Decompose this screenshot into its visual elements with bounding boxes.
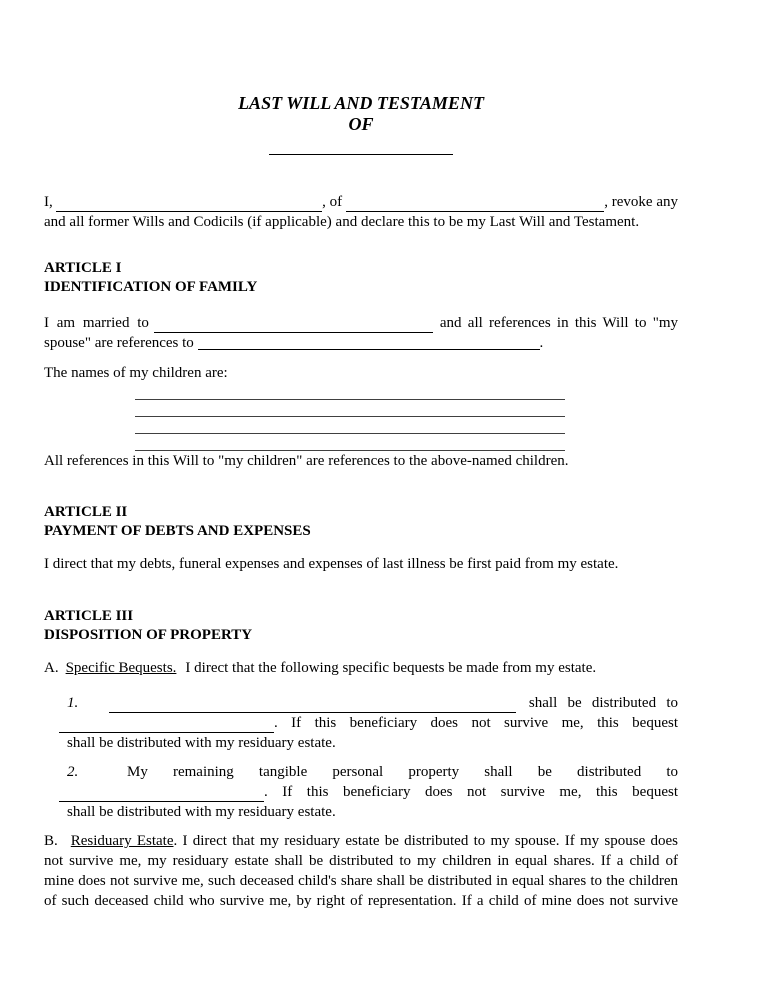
opening-text-revoke: , revoke any — [604, 194, 678, 210]
item-2-line-2 — [59, 782, 678, 802]
article-3-number: ARTICLE III — [44, 608, 134, 624]
blank-spouse-name[interactable] — [154, 316, 433, 333]
article-2-number: ARTICLE II — [44, 504, 128, 520]
debts-paragraph: I direct that my debts, funeral expenses and expenses of last illness be first paid from my estate. — [44, 556, 619, 572]
article-2-title: PAYMENT OF DEBTS AND EXPENSES — [44, 523, 311, 539]
item-2-line-3: shall be distributed with my residuary estate. — [67, 804, 336, 820]
article-1-number: ARTICLE I — [44, 260, 122, 276]
section-a-label: A. — [44, 660, 59, 676]
section-a-title: Specific Bequests. — [65, 660, 177, 676]
item-2-line-1-text: My remaining tangible personal property shall be distributed to — [127, 764, 678, 780]
bequest-item-1 — [67, 693, 678, 753]
section-b-title: Residuary Estate — [70, 833, 174, 849]
blank-beneficiary-name-1[interactable] — [59, 716, 274, 733]
section-b-line-2: not survive me, my residuary estate shall be distributed to my children in equal shares. If a child of — [44, 853, 678, 869]
blank-bequest-description[interactable] — [109, 696, 516, 713]
children-note: All references in this Will to "my children" are references to the above-named children. — [44, 453, 569, 469]
article-1-heading — [44, 259, 678, 297]
blank-testator-residence[interactable] — [346, 195, 604, 212]
section-b-line-1 — [44, 831, 678, 851]
blank-testator-name-title[interactable] — [269, 154, 453, 155]
article-2-heading — [44, 503, 678, 541]
article-1-title: IDENTIFICATION OF FAMILY — [44, 279, 258, 295]
opening-paragraph — [44, 192, 678, 232]
children-intro: The names of my children are: — [44, 365, 228, 381]
section-b-label: B. — [44, 833, 58, 849]
article-3 — [44, 607, 678, 911]
blank-child-name-4[interactable] — [135, 434, 565, 451]
blank-child-name-2[interactable] — [135, 400, 565, 417]
item-2-number: 2. — [67, 764, 79, 780]
document-title-of: OF — [348, 114, 374, 134]
opening-text-of: , of — [322, 194, 343, 210]
bequest-item-2 — [67, 762, 678, 822]
married-line-2 — [44, 333, 678, 353]
section-b-line-3: mine does not survive me, such deceased child's share shall be distributed in equal shares to the children — [44, 873, 678, 889]
item-1-number: 1. — [67, 695, 79, 711]
document-title-block — [44, 93, 678, 155]
blank-child-name-1[interactable] — [135, 383, 565, 400]
item-1-line-2-text: . If this beneficiary does not survive me, this bequest — [274, 715, 678, 731]
children-name-lines — [44, 383, 678, 451]
section-b-paragraph — [44, 831, 678, 911]
section-a-text: I direct that the following specific bequests be made from my estate. — [185, 660, 597, 676]
blank-testator-name[interactable] — [56, 195, 322, 212]
spouse-period: . — [539, 335, 544, 351]
document-title: LAST WILL AND TESTAMENT — [238, 93, 484, 113]
item-1-shall-text: shall be distributed to — [528, 695, 678, 711]
opening-text-i: I, — [44, 194, 53, 210]
married-post-text: and all references in this Will to "my — [439, 315, 678, 331]
article-2 — [44, 503, 678, 574]
married-line-1 — [44, 313, 678, 333]
item-1-line-2 — [59, 713, 678, 733]
opening-line-1 — [44, 192, 678, 212]
spouse-pre-text: spouse" are references to — [44, 335, 198, 351]
opening-line-2: and all former Wills and Codicils (if applicable) and declare this to be my Last Will and Testament. — [44, 214, 640, 230]
blank-spouse-name-2[interactable] — [198, 338, 540, 350]
item-1-line-3: shall be distributed with my residuary estate. — [67, 735, 336, 751]
article-3-heading — [44, 607, 678, 645]
item-2-line-2-text: . If this beneficiary does not survive me, this bequest — [264, 784, 678, 800]
married-pre-text: I am married to — [44, 315, 149, 331]
item-2-line-1 — [67, 762, 678, 782]
article-3-title: DISPOSITION OF PROPERTY — [44, 627, 253, 643]
blank-beneficiary-name-2[interactable] — [59, 785, 264, 802]
section-a-line — [44, 658, 678, 678]
blank-child-name-3[interactable] — [135, 417, 565, 434]
section-b-line-4: of such deceased child who survive me, by right of representation. If a child of mine does not survive — [44, 893, 678, 909]
article-1 — [44, 259, 678, 471]
item-1-line-1 — [67, 693, 678, 713]
section-b-line-1-rest: . I direct that my residuary estate be distributed to my spouse. If my spouse does — [173, 833, 678, 849]
